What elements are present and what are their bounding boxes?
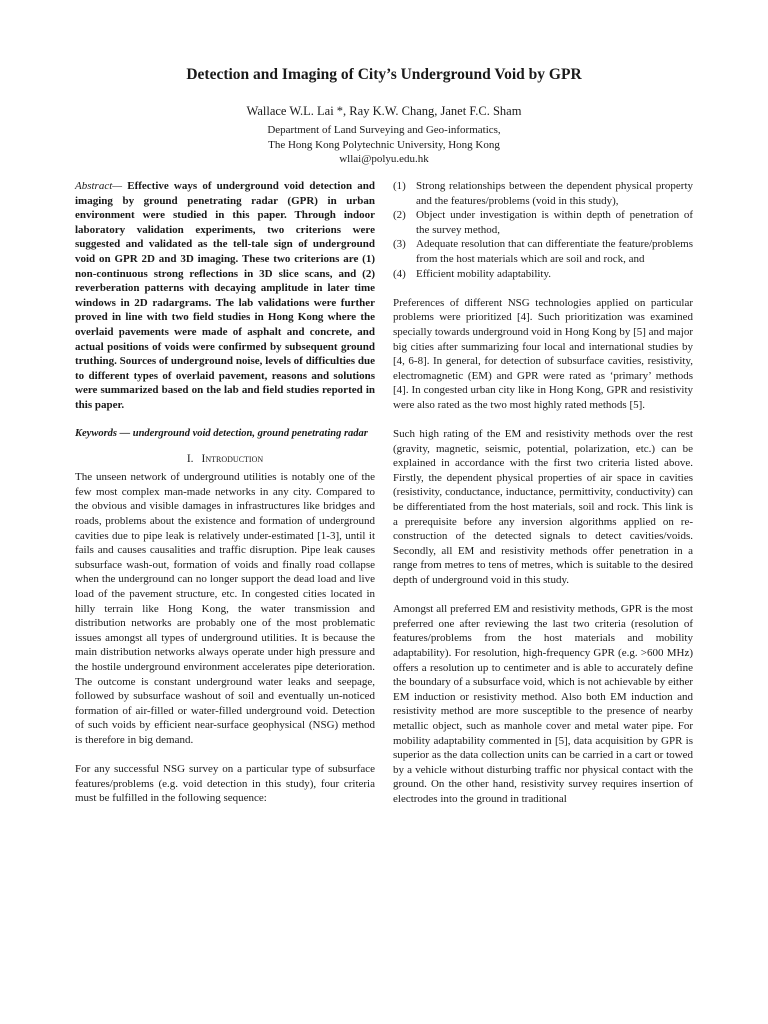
- paragraph: The unseen network of underground utilities is notably one of the few most complex man-made networks in any city. Compared to the obvious and visible damages in infrastructures like bridges and roads, problems about the existence and formation of underground cavities due to pipe leak is relatively under-estimated [1-3], until it fails and causes causalities and traffic disruption. Pipe leak causes subsurface wash-out, formation of voids and finally road collapse when the underground can no longer support the dead load and live load of the pavement structure, etc. In congested cities located in hilly terrain like Hong Kong, the water transmission and distribution networks are probably one of the most problematic issues amongst all types of underground utilities. It is because the main distribution networks always operate under high pressure and the hostile underground environment accelerates pipe deterioration. The outcome is constant underground water leaks and seepage, followed by subsurface washout of soil and eventually un-noticed formation of air-filled or water-filled underground void. Detection of such voids by efficient near-surface geophysical (NSG) method is therefore in big demand.: [75, 471, 375, 746]
- paragraph: For any successful NSG survey on a particular type of subsurface features/problems (e.g. void detection in this study), four criteria must be fulfilled in the following sequence:: [75, 763, 375, 805]
- section-title: Introduction: [201, 452, 264, 465]
- affiliation-university: The Hong Kong Polytechnic University, Hong Kong: [268, 138, 500, 151]
- criteria-item: [393, 237, 693, 266]
- paragraph: Preferences of different NSG technologies applied on particular problems were prioritized [4]. Such prioritization was examined specially towards underground void in Hong Kong by [5] and major big cities after summarizing four local and international studies by [4, 6-8]. In general, for detection of subsurface cavities, resistivity, electromagnetic (EM) and GPR were rated as ‘primary’ methods [4]. In congested urban city like in Hong Kong, GPR and resistivity were also rated as the two most highly rated methods [5].: [393, 296, 693, 411]
- criteria-text: Efficient mobility adaptability.: [416, 267, 552, 280]
- abstract-body: Effective ways of underground void detection and imaging by ground penetrating radar (GPR) in urban environment were studied in this paper. Through indoor laboratory validation experiments, two criterions were suggested and validated as the tell-tale sign of underground void on GPR 2D and 3D imaging. These two criterions are (1) non-continuous strong reflections in 3D slice scans, and (2) reverberation patterns with decaying amplitude in later time windows in 2D radargrams. The lab validations were further proved in line with two field studies in Hong Kong where the overlaid pavements were made of asphalt and concrete, and actual positions of voids were confirmed by subsequent ground truthing. Sources of underground noise, levels of difficulties due to different types of overlaid pavement, reasons and solutions were summarized based on the lab and field studies reported in this paper.: [75, 180, 375, 411]
- paragraph: Amongst all preferred EM and resistivity methods, GPR is the most preferred one after reviewing the last two criteria (resolution of features/problems from the host materials and mobility adaptability). For resolution, high-frequency GPR (e.g. >600 MHz) offers a resolution up to centimeter and is able to accurately define the boundary of a subsurface void, which is not achievable by either EM induction or resistivity method. Also both EM induction and resistivity method are more susceptible to the presence of nearby metallic object, such as manhole cover and metal water pipe. For mobility adaptability commented in [5], data acquisition by GPR is superior as the data collection units can be carried in a cart or towed by a vehicle without disturbing traffic nor physical contact with the ground. On the other hand, resistivity survey requires insertion of electrodes into the ground in traditional: [393, 603, 693, 805]
- criteria-number: (2): [393, 209, 406, 222]
- author-list: Wallace W.L. Lai *, Ray K.W. Chang, Janet F.C. Sham: [246, 104, 522, 118]
- criteria-list: [393, 179, 693, 281]
- section-heading-introduction: [75, 452, 375, 467]
- affiliation: [0, 123, 768, 167]
- abstract: [75, 179, 375, 413]
- affiliation-department: Department of Land Surveying and Geo-informatics,: [267, 124, 501, 136]
- criteria-item: [393, 267, 693, 282]
- abstract-lead: Abstract—: [75, 180, 123, 192]
- criteria-number: (3): [393, 238, 406, 251]
- section-number: I.: [186, 452, 194, 465]
- author-email: wllai@polyu.edu.hk: [339, 153, 429, 165]
- criteria-text: Strong relationships between the dependent physical property and the features/problems (void in this study),: [416, 180, 693, 207]
- criteria-text: Object under investigation is within depth of penetration of the survey method,: [416, 209, 693, 236]
- paper-title: Detection and Imaging of City’s Underground Void by GPR: [186, 66, 582, 83]
- criteria-number: (1): [393, 180, 406, 192]
- paragraph: Such high rating of the EM and resistivity methods over the rest (gravity, magnetic, seismic, potential, polarization, etc.) can be explained in accordance with the first two criteria listed above. Firstly, the dependent physical properties of air space in cavities (resistivity, conductance, inductance, permittivity, conductivity) can be differentiated from the host materials, soil and rock. This link is a prerequisite before any inversion algorithms applied on re-construction of the detected signals to detect cavities/voids. Secondly, all EM and resistivity methods offer penetration in a range from metres to tens of metres, which is suitable to the desired depth of underground void in this study.: [393, 428, 693, 587]
- criteria-number: (4): [393, 267, 406, 280]
- criteria-item: [393, 208, 693, 237]
- keywords: Keywords — underground void detection, ground penetrating radar: [75, 428, 368, 440]
- right-column: [393, 179, 693, 821]
- left-column: [75, 179, 375, 821]
- criteria-text: Adequate resolution that can differentiate the feature/problems from the host materials which are soil and rock, and: [416, 238, 693, 265]
- criteria-item: [393, 179, 693, 208]
